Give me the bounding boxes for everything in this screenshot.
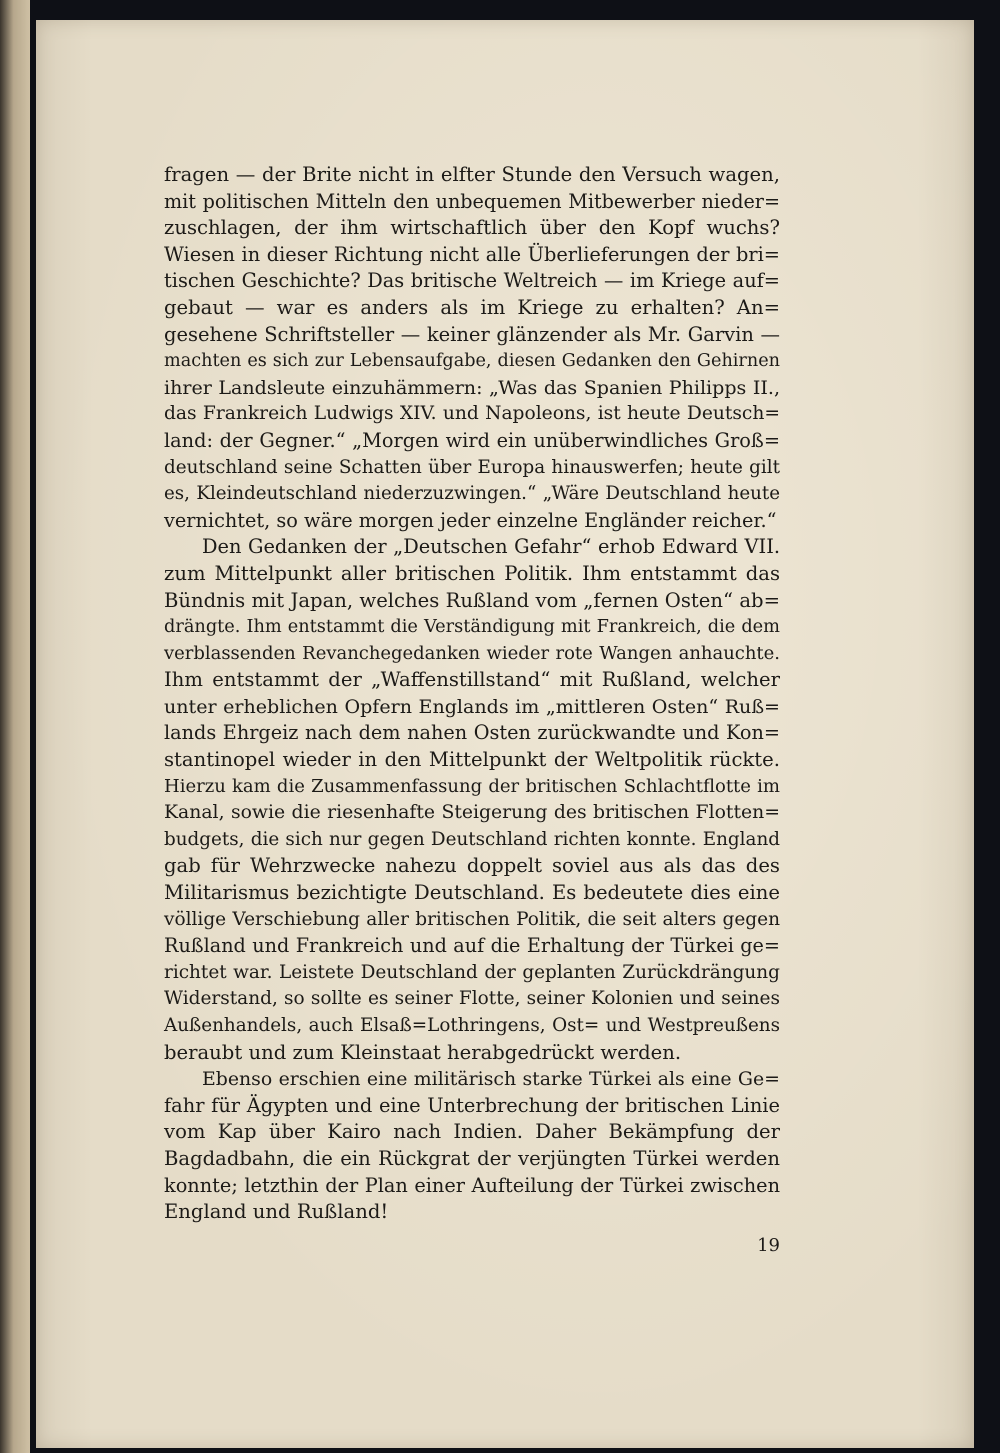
text-line: zum Mittelpunkt aller britischen Politik. Ihm entstammt das	[164, 561, 780, 585]
text-line: Wiesen in dieser Richtung nicht alle Überlieferungen der bri=	[164, 242, 780, 266]
text-line: gab für Wehrzwecke nahezu doppelt soviel aus als das des	[164, 854, 780, 878]
text-line: es, Kleindeutschland niederzuzwingen.“ „Wäre Deutschland heute	[164, 483, 780, 505]
page-number: 19	[757, 1235, 780, 1256]
text-line: ihrer Landsleute einzuhämmern: „Was das Spanien Philipps II.,	[164, 376, 780, 399]
text-line: konnte; letzthin der Plan einer Aufteilung der Türkei zwischen	[164, 1173, 780, 1197]
text-line: das Frankreich Ludwigs XIV. und Napoleons, ist heute Deutsch=	[164, 403, 780, 425]
text-line: England und Rußland!	[164, 1200, 389, 1224]
text-line: budgets, die sich nur gegen Deutschland richten konnte. England	[164, 828, 780, 850]
text-line: Ihm entstammt der „Waffenstillstand“ mit Rußland, welcher	[164, 668, 780, 692]
text-line: deutschland seine Schatten über Europa hinauswerfen; heute gilt	[164, 456, 780, 478]
paragraph	[164, 534, 780, 1066]
text-line: Den Gedanken der „Deutschen Gefahr“ erhob Edward VII.	[202, 535, 780, 559]
text-line: fahr für Ägypten und eine Unterbrechung der britischen Linie	[164, 1093, 780, 1117]
text-line: land: der Gegner.“ „Morgen wird ein unüberwindliches Groß=	[164, 428, 780, 452]
body-text	[164, 162, 780, 1226]
text-line: Hierzu kam die Zusammenfassung der britischen Schlachtflotte im	[164, 775, 780, 797]
text-line: stantinopel wieder in den Mittelpunkt der Weltpolitik rückte.	[164, 748, 780, 772]
text-line: Bagdadbahn, die ein Rückgrat der verjüngten Türkei werden	[164, 1146, 780, 1170]
text-line: fragen — der Brite nicht in elfter Stunde den Versuch wagen,	[164, 163, 780, 186]
text-line: vernichtet, so wäre morgen jeder einzelne Engländer reicher.“	[164, 508, 777, 532]
text-line: unter erheblichen Opfern Englands im „mittleren Osten“ Ruß=	[164, 695, 780, 718]
text-line: drängte. Ihm entstammt die Verständigung mit Frankreich, die dem	[164, 617, 780, 638]
text-line: beraubt und zum Kleinstaat herabgedrückt werden.	[164, 1040, 682, 1064]
text-line: Militarismus bezichtigte Deutschland. Es bedeutete dies eine	[164, 881, 780, 905]
paragraph	[164, 1066, 780, 1226]
text-line: gebaut — war es anders als im Kriege zu erhalten? An=	[164, 295, 780, 319]
text-line: mit politischen Mitteln den unbequemen Mitbewerber nieder=	[164, 189, 780, 213]
text-line: gesehene Schriftsteller — keiner glänzender als Mr. Garvin —	[164, 322, 780, 346]
text-line: Ebenso erschien eine militärisch starke Türkei als eine Ge=	[202, 1068, 780, 1091]
text-line: verblassenden Revanchegedanken wieder rote Wangen anhauchte.	[164, 642, 780, 664]
text-line: richtet war. Leistete Deutschland der geplanten Zurückdrängung	[164, 961, 780, 983]
text-line: Bündnis mit Japan, welches Rußland vom „fernen Osten“ ab=	[164, 588, 780, 612]
text-line: vom Kap über Kairo nach Indien. Daher Bekämpfung der	[164, 1120, 780, 1144]
text-line: völlige Verschiebung aller britischen Politik, die seit alters gegen	[164, 908, 780, 930]
text-line: Kanal, sowie die riesenhafte Steigerung des britischen Flotten=	[164, 802, 780, 824]
text-line: zuschlagen, der ihm wirtschaftlich über den Kopf wuchs?	[164, 216, 780, 240]
text-line: Rußland und Frankreich und auf die Erhaltung der Türkei ge=	[164, 934, 780, 958]
text-line: tischen Geschichte? Das britische Weltreich — im Kriege auf=	[164, 269, 780, 293]
book-page	[36, 20, 974, 1448]
text-line: Außenhandels, auch Elsaß=Lothringens, Ost= und Westpreußens	[164, 1015, 780, 1036]
paragraph	[164, 162, 780, 534]
facing-page-edge	[0, 0, 30, 1453]
text-line: Widerstand, so sollte es seiner Flotte, seiner Kolonien und seines	[164, 988, 780, 1010]
text-line: machten es sich zur Lebensaufgabe, diesen Gedanken den Gehirnen	[164, 351, 780, 372]
text-line: lands Ehrgeiz nach dem nahen Osten zurückwandte und Kon=	[164, 721, 780, 745]
